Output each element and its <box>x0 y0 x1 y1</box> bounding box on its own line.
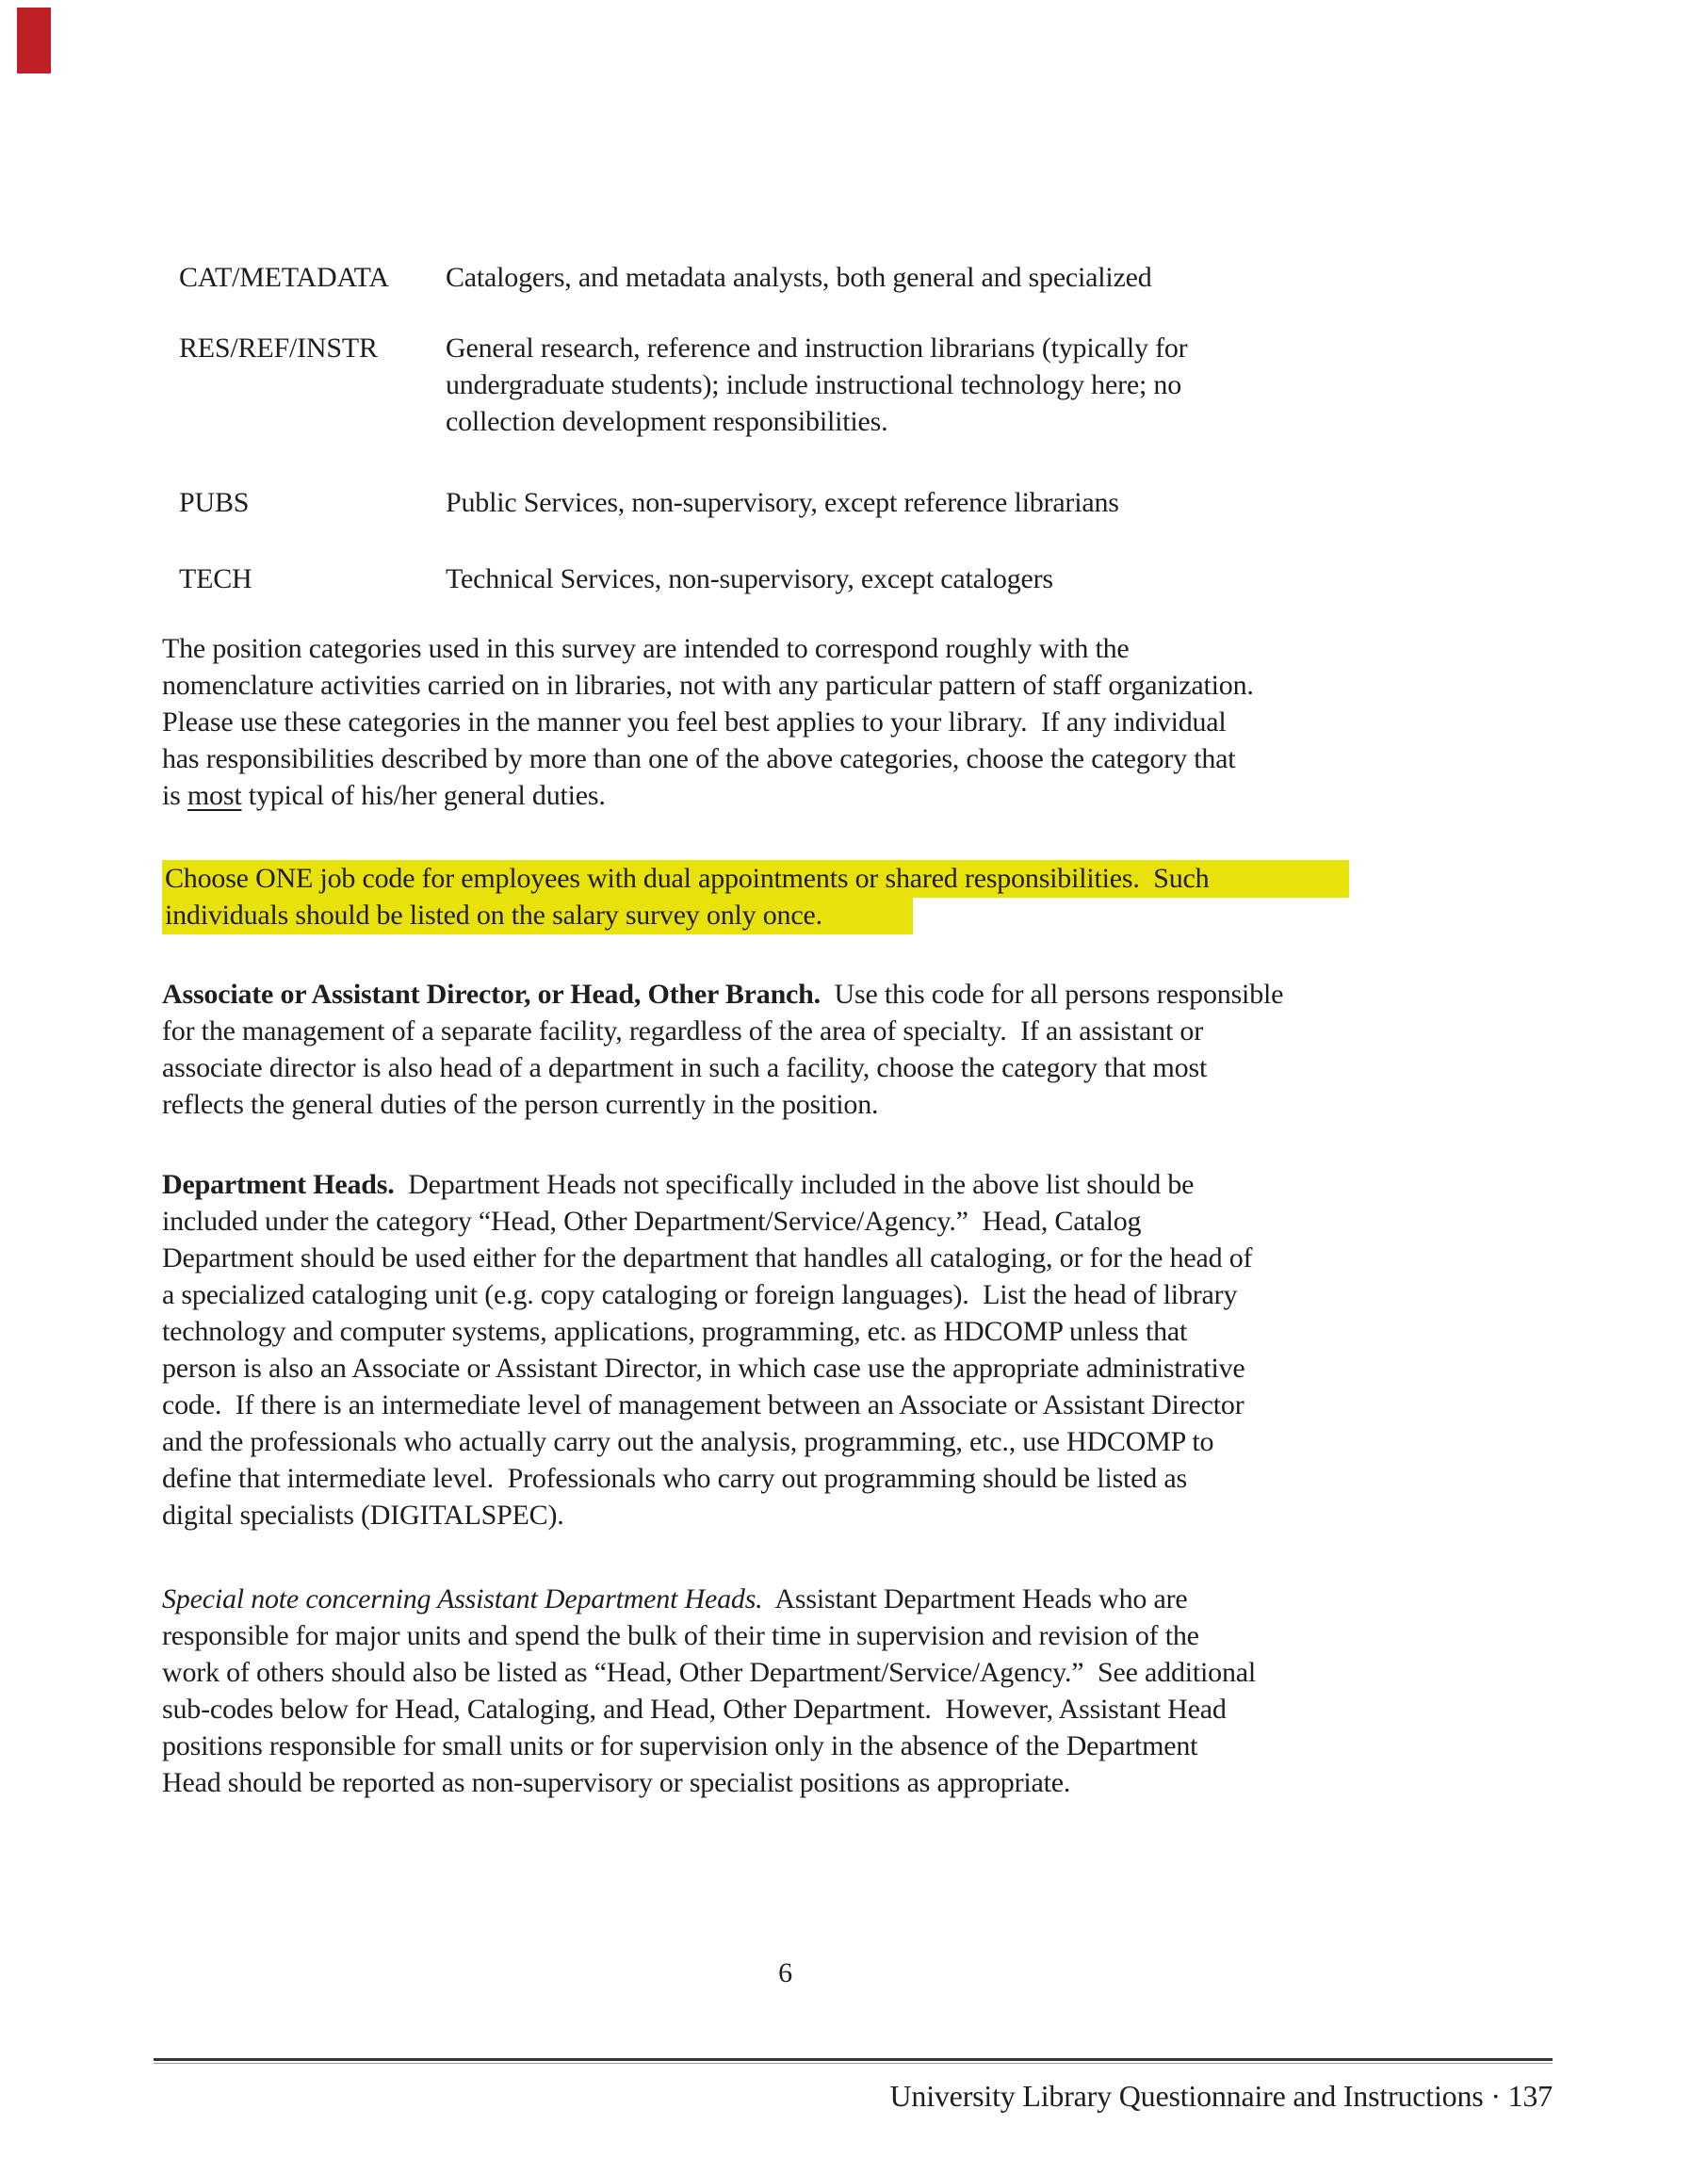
definition-description: General research, reference and instruction librarians (typically for undergraduate students); include instructional technology here; no collection development responsibilities. <box>446 333 1188 437</box>
definition-description: Technical Services, non-supervisory, except catalogers <box>446 563 1053 594</box>
dept-heads-paragraph: Department Heads. Department Heads not specifically included in the above list should be included under the category “Head, Other Department/Service/Agency.” Head, Catalog Department should be used either for the department that handles all cataloging, or for the head of a specialized cataloging unit (e.g. copy cataloging or foreign languages). List the head of library technology and computer systems, applications, programming, etc. as HDCOMP unless that person is also an Associate or Assistant Director, in which case use the appropriate administrative code. If there is an intermediate level of management between an Associate or Assistant Director and the professionals who actually carry out the analysis, programming, etc., use HDCOMP to define that intermediate level. Professionals who carry out programming should be listed as digital specialists (DIGITALSPEC). <box>162 1169 1253 1531</box>
intro-last-line: is most typical of his/her general duties. <box>162 780 606 811</box>
footer-running-title: University Library Questionnaire and Instructions · 137 <box>889 2079 1553 2113</box>
definition-description: Public Services, non-supervisory, except reference librarians <box>446 487 1119 518</box>
definition-code: RES/REF/INSTR <box>179 333 378 364</box>
branch-paragraph: Associate or Assistant Director, or Head, Other Branch. Use this code for all persons responsible for the management of a separate facility, regardless of the area of specialty. If an assistant or associate director is also head of a department in such a facility, choose the category that most reflects the general duties of the person currently in the position. <box>162 979 1284 1120</box>
branch-paragraph-lead: Associate or Assistant Director, or Head, Other Branch. <box>162 979 821 1010</box>
special-note-paragraph-lead: Special note concerning Assistant Department Heads. <box>162 1583 763 1614</box>
red-corner-mark <box>17 8 51 73</box>
special-note-paragraph: Special note concerning Assistant Department Heads. Assistant Department Heads who are responsible for major units and spend the bulk of their time in supervision and revision of the work of others should also be listed as “Head, Other Department/Service/Agency.” See additional sub-codes below for Head, Cataloging, and Head, Other Department. However, Assistant Head positions responsible for small units or for supervision only in the absence of the Department Head should be reported as non-supervisory or specialist positions as appropriate. <box>162 1583 1256 1798</box>
definition-description: Catalogers, and metadata analysts, both general and specialized <box>446 262 1152 293</box>
dept-heads-paragraph-lead: Department Heads. <box>162 1169 395 1200</box>
definition-code: CAT/METADATA <box>179 262 389 293</box>
definition-code: PUBS <box>179 487 250 518</box>
footer-rule <box>154 2058 1553 2061</box>
page-number: 6 <box>778 1957 792 1988</box>
highlighted-note-line-2: individuals should be listed on the salary survey only once. <box>162 897 913 934</box>
footer-rule-thin <box>154 2063 1553 2064</box>
definition-code: TECH <box>179 563 252 594</box>
intro-paragraph: The position categories used in this survey are intended to correspond roughly with the nomenclature activities carried on in libraries, not with any particular pattern of staff organization. Please use these categories in the manner you feel best applies to your library. If any individual has responsibilities described by more than one of the above categories, choose the category that is most typical of his/her general duties. <box>162 630 1424 814</box>
highlighted-note-line-1: Choose ONE job code for employees with dual appointments or shared responsibilities. Such <box>162 860 1349 898</box>
underlined-word: most <box>187 780 242 811</box>
